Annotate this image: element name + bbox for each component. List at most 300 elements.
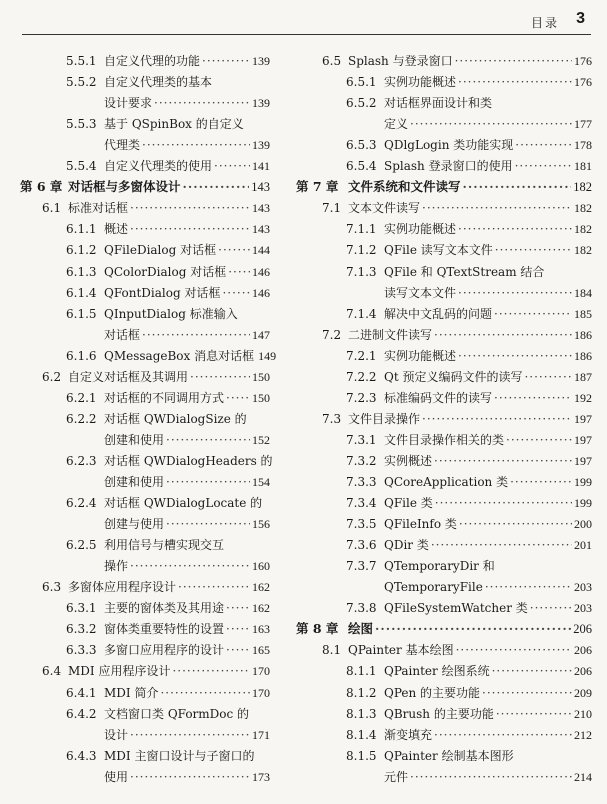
toc-entry-page: 165 <box>252 643 270 658</box>
toc-entry[interactable] <box>20 745 270 767</box>
toc-entry-number: 5.5.2 <box>66 75 97 90</box>
toc-entry[interactable] <box>296 324 592 346</box>
toc-entry-number: 8.1.2 <box>346 685 377 700</box>
toc-entry-title: QPen 的主要功能 <box>384 685 481 700</box>
toc-entry[interactable] <box>296 450 592 472</box>
toc-entry-title: Qt 预定义编码文件的读写 <box>384 369 523 384</box>
toc-entry[interactable] <box>20 429 270 451</box>
toc-entry[interactable] <box>296 408 592 430</box>
dot-leader <box>515 134 572 156</box>
toc-entry-title: 文本文件读写 <box>348 201 421 216</box>
toc-entry[interactable] <box>20 239 270 261</box>
toc-entry-title: 文件目录操作相关的类 <box>384 432 505 447</box>
toc-entry-page: 156 <box>252 517 270 532</box>
toc-entry[interactable] <box>20 50 270 72</box>
dot-leader <box>422 408 572 430</box>
toc-entry-text <box>348 639 592 661</box>
toc-entry-number: 第 6 章 <box>20 179 63 195</box>
toc-entry[interactable] <box>296 92 592 114</box>
toc-entry-title: QFontDialog 对话框 <box>104 285 221 300</box>
dot-leader <box>410 766 572 788</box>
toc-entry[interactable] <box>296 218 592 240</box>
toc-entry-title: 读写文本文件 <box>384 285 457 300</box>
toc-entry-text <box>68 197 270 219</box>
toc-entry[interactable] <box>20 408 270 430</box>
toc-entry[interactable] <box>296 197 592 219</box>
toc-entry-text <box>384 450 592 472</box>
header-label: 目录 <box>530 16 559 30</box>
toc-entry-number: 6.3 <box>42 580 62 595</box>
toc-entry-number: 8.1.4 <box>346 727 377 742</box>
toc-entry[interactable] <box>20 324 270 346</box>
toc-entry[interactable] <box>20 113 270 135</box>
toc-entry-text <box>104 555 270 577</box>
toc-entry-text <box>384 703 592 725</box>
toc-entry-page: 150 <box>252 369 270 384</box>
toc-entry[interactable] <box>296 766 592 788</box>
toc-entry-title: QPainter 绘图系统 <box>384 664 490 679</box>
dot-leader <box>524 366 572 388</box>
toc-entry-number: 6.1.6 <box>66 348 97 363</box>
dot-leader <box>456 639 572 661</box>
toc-entry-text <box>104 324 270 346</box>
toc-entry-text <box>384 261 592 283</box>
toc-entry-number: 6.5.2 <box>346 96 377 111</box>
toc-entry[interactable] <box>20 555 270 577</box>
dot-leader <box>142 324 250 346</box>
toc-entry-title: QColorDialog 对话框 <box>104 264 227 279</box>
toc-entry-text <box>384 682 592 704</box>
toc-entry-title: QFileInfo 类 <box>384 517 457 532</box>
header-rule <box>22 34 591 35</box>
dot-leader <box>434 724 572 746</box>
toc-entry-title: 创建和使用 <box>104 475 165 489</box>
toc-entry-text <box>68 176 270 198</box>
toc-entry-number: 7.3.3 <box>346 475 377 489</box>
toc-chapter-entry[interactable] <box>296 618 592 640</box>
dot-leader <box>410 113 572 135</box>
toc-entry-title: 使用 <box>104 769 129 784</box>
dot-leader <box>214 155 250 177</box>
toc-entry-number: 8.1.1 <box>346 664 377 679</box>
toc-entry[interactable] <box>296 703 592 725</box>
toc-entry[interactable] <box>296 50 592 72</box>
dot-leader <box>422 197 572 219</box>
toc-entry-number: 6.1 <box>42 201 62 216</box>
toc-entry-title: 对话框界面设计和类 <box>384 96 493 111</box>
toc-entry[interactable] <box>20 155 270 177</box>
toc-entry-page: 146 <box>252 264 270 279</box>
toc-entry-number: 7.2 <box>322 327 342 342</box>
dot-leader <box>492 660 572 682</box>
toc-entry-text <box>384 387 592 409</box>
toc-entry-page: 177 <box>574 117 592 132</box>
toc-entry-text <box>104 134 270 156</box>
dot-leader <box>190 366 250 388</box>
toc-entry-number: 6.1.2 <box>66 243 97 258</box>
toc-entry-number: 6.4.2 <box>66 706 97 721</box>
toc-entry-page: 197 <box>574 432 592 447</box>
dot-leader <box>178 576 250 598</box>
toc-entry[interactable] <box>20 387 270 409</box>
dot-leader <box>458 71 572 93</box>
dot-leader <box>434 324 572 346</box>
toc-entry-title: QDlgLogin 类功能实现 <box>384 138 514 153</box>
toc-entry-text <box>104 471 270 493</box>
toc-entry[interactable] <box>20 303 270 325</box>
toc-entry[interactable] <box>296 155 592 177</box>
toc-entry[interactable] <box>296 429 592 451</box>
toc-entry-title: 元件 <box>384 769 409 784</box>
toc-entry[interactable] <box>20 576 270 598</box>
dot-leader <box>455 50 572 72</box>
toc-entry-number: 6.5.4 <box>346 159 377 174</box>
toc-entry-text <box>384 113 592 135</box>
toc-entry-title: 解决中文乱码的问题 <box>384 306 493 321</box>
toc-entry-text <box>384 724 592 746</box>
toc-entry[interactable] <box>296 660 592 682</box>
toc-entry-text <box>384 366 592 388</box>
toc-entry[interactable] <box>296 366 592 388</box>
toc-entry[interactable] <box>20 450 273 472</box>
toc-entry-number: 6.2.1 <box>66 390 97 405</box>
toc-entry-number: 6.2.5 <box>66 538 97 553</box>
toc-entry-number: 5.5.1 <box>66 54 97 68</box>
toc-entry-number: 6.2.2 <box>66 411 97 426</box>
toc-entry-text <box>104 218 270 240</box>
toc-entry-page: 143 <box>252 201 270 216</box>
toc-entry-number: 7.3.7 <box>346 559 377 574</box>
toc-entry-page: 139 <box>252 54 270 68</box>
toc-entry-text <box>104 724 270 746</box>
toc-entry-text <box>104 408 270 430</box>
dot-leader <box>130 218 250 240</box>
toc-entry-page: 203 <box>574 580 592 595</box>
toc-entry-text <box>384 218 592 240</box>
toc-entry-title: MDI 简介 <box>104 685 159 700</box>
toc-entry[interactable] <box>20 345 277 367</box>
toc-entry[interactable] <box>296 282 592 304</box>
toc-entry-text <box>104 261 270 283</box>
toc-entry-title: 实例功能概述 <box>384 348 457 363</box>
toc-entry-title: 标准编码文件的读写 <box>384 390 493 405</box>
toc-entry[interactable] <box>20 282 270 304</box>
toc-entry-title: 利用信号与槽实现交互 <box>104 538 225 553</box>
toc-entry-title: 文件目录操作 <box>348 411 421 426</box>
toc-entry-page: 143 <box>252 222 270 237</box>
toc-entry-title: 主要的窗体类及其用途 <box>104 601 225 616</box>
header-page-number: 3 <box>576 10 585 27</box>
toc-entry-title: QPainter 基本绘图 <box>348 643 454 658</box>
toc-entry-title: 渐变填充 <box>384 727 433 742</box>
toc-entry-page: 170 <box>252 685 270 700</box>
toc-entry-title: 自定义代理类的使用 <box>104 159 213 174</box>
toc-entry-text <box>384 134 592 156</box>
toc-entry[interactable] <box>296 239 592 261</box>
toc-entry[interactable] <box>20 513 270 535</box>
toc-entry-page: 206 <box>574 643 592 658</box>
toc-entry-number: 第 8 章 <box>296 621 339 637</box>
dot-leader <box>166 513 250 535</box>
toc-entry[interactable] <box>296 513 592 535</box>
toc-entry-text <box>104 113 270 135</box>
dot-leader <box>218 239 250 261</box>
toc-entry-title: 自定义代理类的基本 <box>104 75 213 90</box>
toc-entry-title: 实例功能概述 <box>384 222 457 237</box>
dot-leader <box>494 303 572 325</box>
toc-entry[interactable] <box>20 92 270 114</box>
dot-leader <box>494 387 572 409</box>
toc-entry-text <box>104 345 277 367</box>
toc-entry-page: 184 <box>574 285 592 300</box>
toc-entry-title: 文档窗口类 QFormDoc 的 <box>104 706 250 721</box>
toc-entry-title: QInputDialog 标准输入 <box>104 306 238 321</box>
toc-entry-title: QFile 类 <box>384 496 433 511</box>
toc-entry[interactable] <box>20 766 270 788</box>
toc-entry[interactable] <box>296 134 592 156</box>
toc-entry-number: 7.2.3 <box>346 390 377 405</box>
toc-entry-text <box>384 513 592 535</box>
toc-entry-page: 186 <box>574 348 592 363</box>
dot-leader <box>485 576 572 598</box>
toc-entry-text <box>104 766 270 788</box>
toc-entry[interactable] <box>20 134 270 156</box>
toc-entry-text <box>384 429 592 451</box>
toc-entry-title: 基于 QSpinBox 的自定义 <box>104 117 244 132</box>
toc-entry-title: 对话框与多窗体设计 <box>68 179 181 195</box>
dot-leader <box>435 492 572 514</box>
toc-entry-text <box>104 303 270 325</box>
toc-entry[interactable] <box>20 71 270 93</box>
toc-entry-number: 7.2.1 <box>346 348 377 363</box>
toc-entry-title: 自定义对话框及其调用 <box>68 369 189 384</box>
toc-entry[interactable] <box>20 639 270 661</box>
toc-entry-text <box>68 660 270 682</box>
toc-entry-title: 多窗口应用程序的设计 <box>104 643 225 658</box>
toc-entry[interactable] <box>20 261 270 283</box>
toc-entry[interactable] <box>20 724 270 746</box>
dot-leader <box>226 639 250 661</box>
toc-entry-number: 7.3.2 <box>346 453 377 468</box>
toc-entry-title: 二进制文件读写 <box>348 327 433 342</box>
toc-entry-number: 7.3 <box>322 411 342 426</box>
toc-entry[interactable] <box>296 261 592 283</box>
toc-entry[interactable] <box>20 471 270 493</box>
dot-leader <box>142 134 250 156</box>
dot-leader <box>459 513 572 535</box>
toc-entry-page: 197 <box>574 453 592 468</box>
toc-entry[interactable] <box>20 660 270 682</box>
toc-entry-number: 6.4.3 <box>66 748 97 763</box>
toc-entry-page: 185 <box>574 306 592 321</box>
toc-entry-text <box>384 576 592 598</box>
toc-entry[interactable] <box>296 639 592 661</box>
dot-leader <box>515 155 572 177</box>
toc-entry-title: 绘图 <box>348 621 374 637</box>
toc-entry-text <box>104 703 270 725</box>
toc-entry[interactable] <box>20 534 270 556</box>
dot-leader <box>375 618 571 640</box>
dot-leader <box>202 50 250 72</box>
toc-entry-text <box>384 282 592 304</box>
toc-entry[interactable] <box>296 555 592 577</box>
toc-entry-text <box>384 660 592 682</box>
dot-leader <box>166 429 250 451</box>
toc-entry-page: 170 <box>252 664 270 679</box>
toc-entry-number: 8.1 <box>322 643 342 658</box>
toc-chapter-entry[interactable] <box>296 176 592 198</box>
toc-entry-text <box>384 597 592 619</box>
toc-entry-number: 6.4.1 <box>66 685 97 700</box>
toc-entry-title: 创建和使用 <box>104 432 165 447</box>
toc-entry-title: 创建与使用 <box>104 517 165 532</box>
toc-entry-page: 176 <box>574 75 592 90</box>
toc-entry-page: 152 <box>252 432 270 447</box>
dot-leader <box>458 218 572 240</box>
toc-entry-text <box>384 471 592 493</box>
toc-entry-page: 182 <box>573 180 592 195</box>
toc-entry-title: QFile 读写文本文件 <box>384 243 493 258</box>
toc-entry-page: 199 <box>574 496 592 511</box>
toc-entry-text <box>384 745 592 767</box>
toc-entry-number: 7.1.3 <box>346 264 377 279</box>
toc-entry[interactable] <box>296 71 592 93</box>
toc-entry[interactable] <box>296 745 592 767</box>
toc-entry-text <box>104 50 270 72</box>
toc-entry[interactable] <box>296 534 592 556</box>
toc-entry-page: 209 <box>574 685 592 700</box>
toc-entry-page: 171 <box>252 727 270 742</box>
toc-entry[interactable] <box>296 303 592 325</box>
toc-entry-title: 标准对话框 <box>68 201 129 216</box>
toc-entry-text <box>384 155 592 177</box>
toc-entry-page: 160 <box>252 559 270 574</box>
toc-entry-title: Splash 与登录窗口 <box>348 54 453 68</box>
toc-entry[interactable] <box>20 682 270 704</box>
toc-entry-number: 7.3.1 <box>346 432 377 447</box>
toc-entry-title: 对话框 QWDialogSize 的 <box>104 411 247 426</box>
toc-entry-number: 6.5 <box>322 54 342 68</box>
toc-entry-text <box>348 618 592 640</box>
toc-entry-title: QTemporaryFile <box>384 580 483 595</box>
toc-entry-text <box>104 92 270 114</box>
toc-entry[interactable] <box>296 597 592 619</box>
toc-entry[interactable] <box>20 597 270 619</box>
toc-entry-page: 200 <box>574 517 592 532</box>
toc-entry-title: 自定义代理的功能 <box>104 54 201 68</box>
toc-entry-number: 6.2 <box>42 369 62 384</box>
toc-entry-title: 对话框 <box>104 327 141 342</box>
dot-leader <box>510 471 572 493</box>
toc-entry-page: 173 <box>252 769 270 784</box>
toc-entry[interactable] <box>296 492 592 514</box>
toc-entry-text <box>348 50 592 72</box>
toc-entry-page: 197 <box>574 411 592 426</box>
toc-entry-page: 162 <box>252 601 270 616</box>
toc-entry-title: 对话框 QWDialogLocate 的 <box>104 496 263 511</box>
toc-entry[interactable] <box>20 618 270 640</box>
toc-entry[interactable] <box>296 576 592 598</box>
toc-entry-number: 7.2.2 <box>346 369 377 384</box>
toc-entry[interactable] <box>296 345 592 367</box>
toc-entry-page: 163 <box>252 622 270 637</box>
dot-leader <box>226 618 250 640</box>
toc-entry-number: 6.1.5 <box>66 306 97 321</box>
dot-leader <box>130 766 250 788</box>
toc-entry-page: 149 <box>258 348 277 363</box>
toc-entry-page: 144 <box>252 243 270 258</box>
toc-entry[interactable] <box>20 197 270 219</box>
toc-entry-text <box>104 639 270 661</box>
dot-leader <box>160 682 250 704</box>
toc-entry[interactable] <box>20 703 270 725</box>
dot-leader <box>458 345 572 367</box>
dot-leader <box>496 703 572 725</box>
toc-entry-text <box>104 282 270 304</box>
toc-entry-title: 对话框的不同调用方式 <box>104 390 225 405</box>
toc-entry-title: 对话框 QWDialogHeaders 的 <box>104 453 273 468</box>
toc-entry-title: QMessageBox 消息对话框 <box>104 348 255 363</box>
toc-entry-number: 6.4 <box>42 664 62 679</box>
toc-entry-number: 6.3.1 <box>66 601 97 616</box>
toc-entry[interactable] <box>20 492 270 514</box>
toc-entry-text <box>104 429 270 451</box>
toc-entry[interactable] <box>296 471 592 493</box>
toc-entry[interactable] <box>296 682 592 704</box>
dot-leader <box>226 387 250 409</box>
toc-entry-number: 7.1.1 <box>346 222 377 237</box>
toc-entry[interactable] <box>296 724 592 746</box>
toc-entry-number: 7.1.2 <box>346 243 377 258</box>
toc-entry-text <box>384 303 592 325</box>
toc-entry[interactable] <box>20 366 270 388</box>
toc-entry-title: MDI 主窗口设计与子窗口的 <box>104 748 255 763</box>
toc-entry-text <box>384 71 592 93</box>
dot-leader <box>458 282 572 304</box>
toc-entry-page: 147 <box>252 327 270 342</box>
toc-entry-title: QPainter 绘制基本图形 <box>384 748 514 763</box>
toc-entry-text <box>104 450 273 472</box>
toc-entry-page: 178 <box>574 138 592 153</box>
toc-entry-text <box>104 239 270 261</box>
toc-entry[interactable] <box>296 387 592 409</box>
toc-entry-page: 176 <box>574 54 592 68</box>
toc-entry-number: 6.2.3 <box>66 453 97 468</box>
toc-entry-page: 214 <box>574 769 592 784</box>
toc-entry-page: 139 <box>252 96 270 111</box>
toc-entry-number: 8.1.3 <box>346 706 377 721</box>
toc-entry-text <box>104 71 270 93</box>
toc-entry-number: 7.1 <box>322 201 342 216</box>
toc-entry-number: 7.3.8 <box>346 601 377 616</box>
dot-leader <box>130 197 250 219</box>
toc-entry-title: 多窗体应用程序设计 <box>68 580 177 595</box>
dot-leader <box>482 682 572 704</box>
toc-entry[interactable] <box>296 113 592 135</box>
toc-entry-number: 6.1.4 <box>66 285 97 300</box>
toc-entry-page: 143 <box>251 180 270 195</box>
toc-entry-title: 代理类 <box>104 138 141 153</box>
toc-entry-title: 设计要求 <box>104 96 153 111</box>
toc-entry-number: 6.1.1 <box>66 222 97 237</box>
toc-chapter-entry[interactable] <box>20 176 270 198</box>
toc-entry-page: 201 <box>574 538 592 553</box>
dot-leader <box>506 429 572 451</box>
toc-entry-text <box>104 534 270 556</box>
toc-entry[interactable] <box>20 218 270 240</box>
toc-entry-title: QBrush 的主要功能 <box>384 706 494 721</box>
toc-entry-text <box>384 766 592 788</box>
